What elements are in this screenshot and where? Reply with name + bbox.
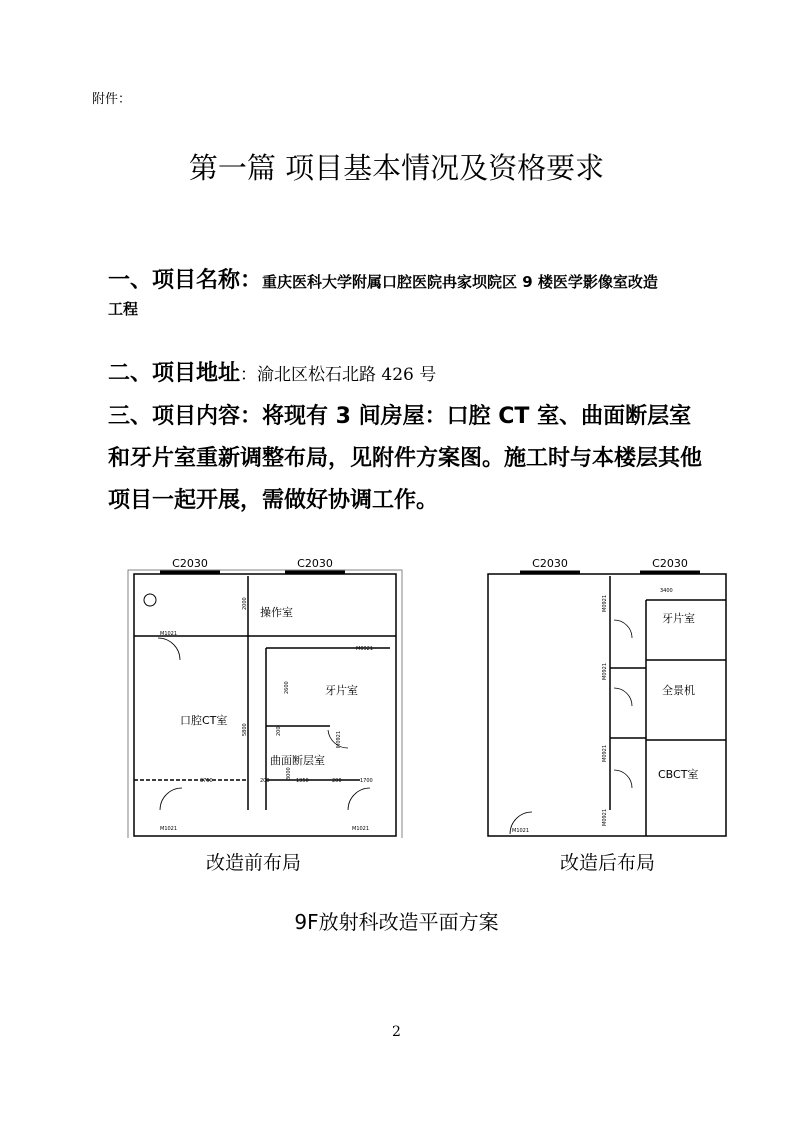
before-door-4: M1021 [160, 826, 178, 832]
before-dim-2: 2600 [284, 681, 290, 694]
before-dim-7: 1950 [296, 778, 309, 784]
before-room-xray: 牙片室 [325, 684, 358, 697]
section-project-address [108, 356, 436, 387]
caption-before: 改造前布局 [206, 852, 302, 874]
after-window-1: C2030 [532, 557, 568, 570]
before-door-2: M0921 [356, 646, 374, 652]
after-room-cbct: CBCT室 [658, 768, 699, 781]
before-dim-8: 200 [332, 778, 342, 784]
before-dim-4: 3000 [286, 767, 292, 780]
after-door-4: M0921 [602, 808, 608, 826]
before-door-5: M1021 [352, 826, 370, 832]
before-dim-6: 200 [260, 778, 270, 784]
before-dim-5: 3750 [200, 778, 213, 784]
before-dim-10: 200 [276, 726, 282, 736]
section-project-content: 三、项目内容：将现有 3 间房屋：口腔 CT 室、曲面断层室和牙片室重新调整布局，见附件方案图。施工时与本楼层其他项目一起开展，需做好协调工作。 [108, 404, 703, 513]
before-dim-3: 5800 [242, 723, 248, 736]
before-dim-1: 2000 [242, 597, 248, 610]
after-room-pano: 全景机 [662, 684, 695, 697]
floor-plans [120, 548, 740, 838]
caption-after: 改造后布局 [560, 852, 656, 874]
after-door-3: M0921 [602, 744, 608, 762]
before-dim-9: 1700 [360, 778, 373, 784]
before-door-1: M1021 [160, 631, 178, 637]
section2-heading: 二、项目地址 [108, 361, 241, 386]
before-room-operation: 操作室 [260, 606, 293, 619]
section1-value-cont: 工程 [108, 300, 139, 318]
section2-value: ：渝北区松石北路 426 号 [240, 365, 437, 385]
attachment-label: 附件： [92, 92, 132, 107]
page-number: 2 [392, 1024, 401, 1040]
before-room-pano: 曲面断层室 [270, 754, 325, 767]
section1-heading: 一、项目名称： [108, 268, 263, 293]
after-window-2: C2030 [652, 557, 688, 570]
before-window-1: C2030 [172, 557, 208, 570]
after-door-1: M0921 [602, 594, 608, 612]
part-title: 第一篇 项目基本情况及资格要求 [188, 151, 605, 185]
after-dim-1: 3400 [660, 588, 673, 594]
section1-value: 重庆医科大学附属口腔医院冉家坝院区 9 楼医学影像室改造 [262, 273, 658, 291]
figure-title: 9F放射科改造平面方案 [294, 910, 499, 934]
before-door-3: M0921 [336, 730, 342, 748]
before-window-2: C2030 [297, 557, 333, 570]
after-door-2: M0921 [602, 662, 608, 680]
after-door-5: M1021 [512, 828, 530, 834]
section-project-name [108, 263, 658, 294]
after-room-xray: 牙片室 [662, 612, 695, 625]
before-room-ct: 口腔CT室 [180, 714, 228, 727]
